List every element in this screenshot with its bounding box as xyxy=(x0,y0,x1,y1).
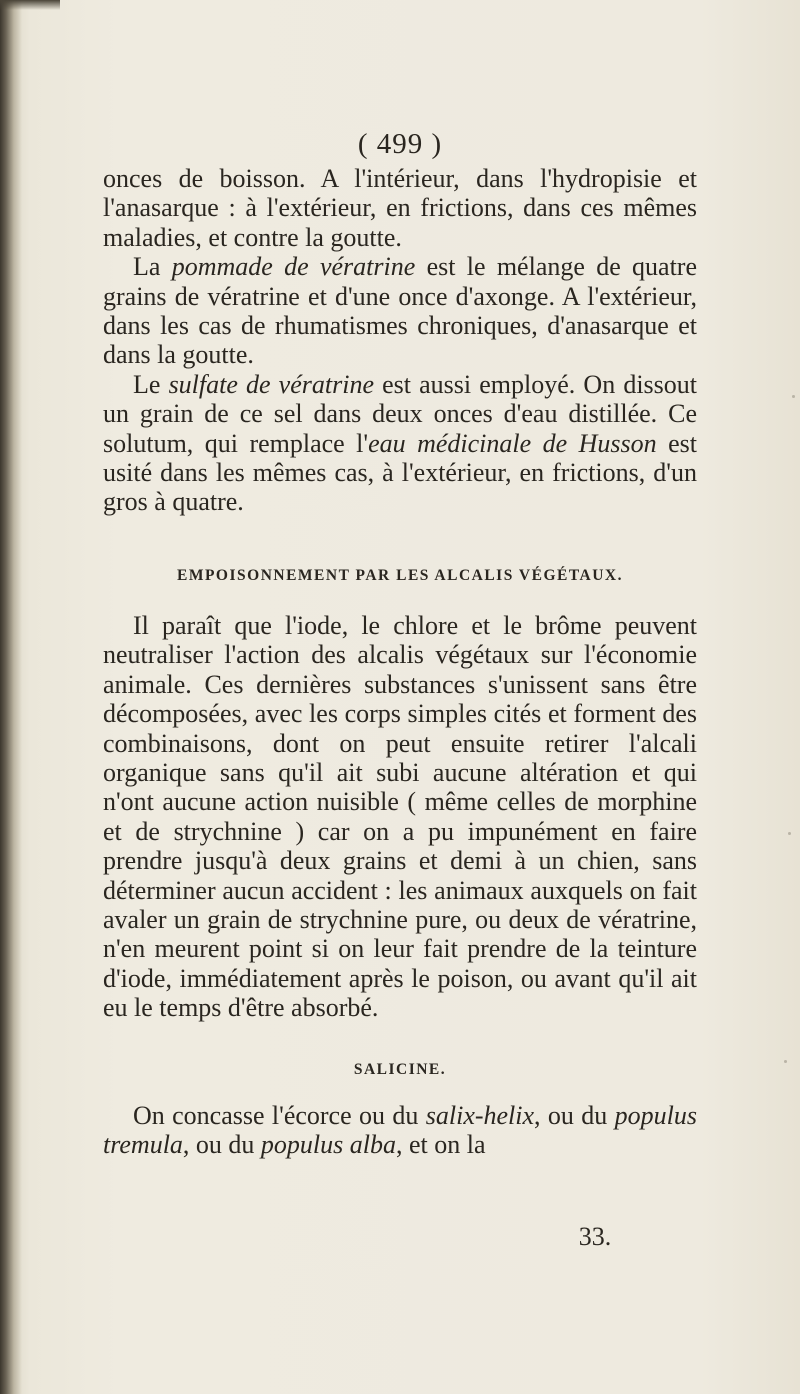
page-number: ( 499 ) xyxy=(357,128,443,160)
text-run: On concasse l'écorce ou du xyxy=(133,1100,426,1130)
text-run: est usité dans les mêmes cas, à l'extérieur, en frictions, d'un gros à quatre. xyxy=(103,428,698,517)
text-run: Le xyxy=(133,369,169,399)
section-heading-empoisonnement: EMPOISONNEMENT PAR LES ALCALIS VÉGÉTAUX. xyxy=(177,566,623,584)
paper-speck xyxy=(792,395,795,398)
paragraph-iode: Il paraît que l'iode, le chlore et le brôme peuvent neutraliser l'action des alcalis végétaux sur l'économie animale. Ces dernières substances s'unissent sans être décomposées, avec les corps simples cités et forment des combinaisons, dont on peut ensuite retirer l'alcali organique sans qu'il ait subi aucune altération et qui n'ont aucune action nuisible ( même celles de morphine et de strychnine ) car on a pu impunément en faire prendre jusqu'à deux grains et demi à un chien, sans déterminer aucun accident : les animaux auxquels on fait avaler un grain de strychnine pure, ou deux de vératrine, n'en meurent point si on leur fait prendre de la teinture d'iode, immédiatement après le poison, ou avant qu'il ait eu le temps d'être absorbé. xyxy=(103,610,697,1023)
text-run: , ou du xyxy=(534,1100,615,1130)
paper-speck xyxy=(788,832,791,835)
top-paragraphs xyxy=(103,164,697,517)
text-run: est aussi employé. On dissout un grain de ce sel dans deux onces d'eau distillée. Ce solutum, qui remplace l' xyxy=(103,369,698,458)
italic-term: pommade de vératrine xyxy=(171,252,416,282)
italic-term: populus tremula xyxy=(103,1100,697,1159)
signature-mark: 33. xyxy=(578,1222,612,1251)
text-run: , et on la xyxy=(396,1129,486,1159)
text-run: est le mélange de quatre grains de vératrine et d'une once d'axonge. A l'extérieur, dans les cas de rhumatismes chroniques, d'anasarque et dans la goutte. xyxy=(103,252,698,370)
section-heading-salicine: SALICINE. xyxy=(353,1060,447,1078)
text-run: , ou du xyxy=(182,1129,261,1159)
paper-speck xyxy=(784,1060,787,1063)
italic-term: eau médicinale de Husson xyxy=(368,428,657,458)
italic-term: populus alba xyxy=(260,1129,396,1159)
paragraph-salicine xyxy=(103,1101,697,1160)
paragraph-boisson xyxy=(103,164,697,252)
page-binding-edge xyxy=(0,0,22,1394)
italic-term: salix-helix xyxy=(425,1100,535,1130)
page-corner-shadow xyxy=(0,0,60,10)
italic-term: sulfate de vératrine xyxy=(168,369,374,399)
text-run: onces de boisson. A l'intérieur, dans l'hydropisie et l'anasarque : à l'extérieur, en frictions, dans ces mêmes maladies, et contre la goutte. xyxy=(103,164,697,252)
paragraph-sulfate xyxy=(103,370,697,517)
text-run: La xyxy=(133,252,172,282)
paragraph-pommade xyxy=(103,252,697,370)
text-block xyxy=(103,124,697,1159)
